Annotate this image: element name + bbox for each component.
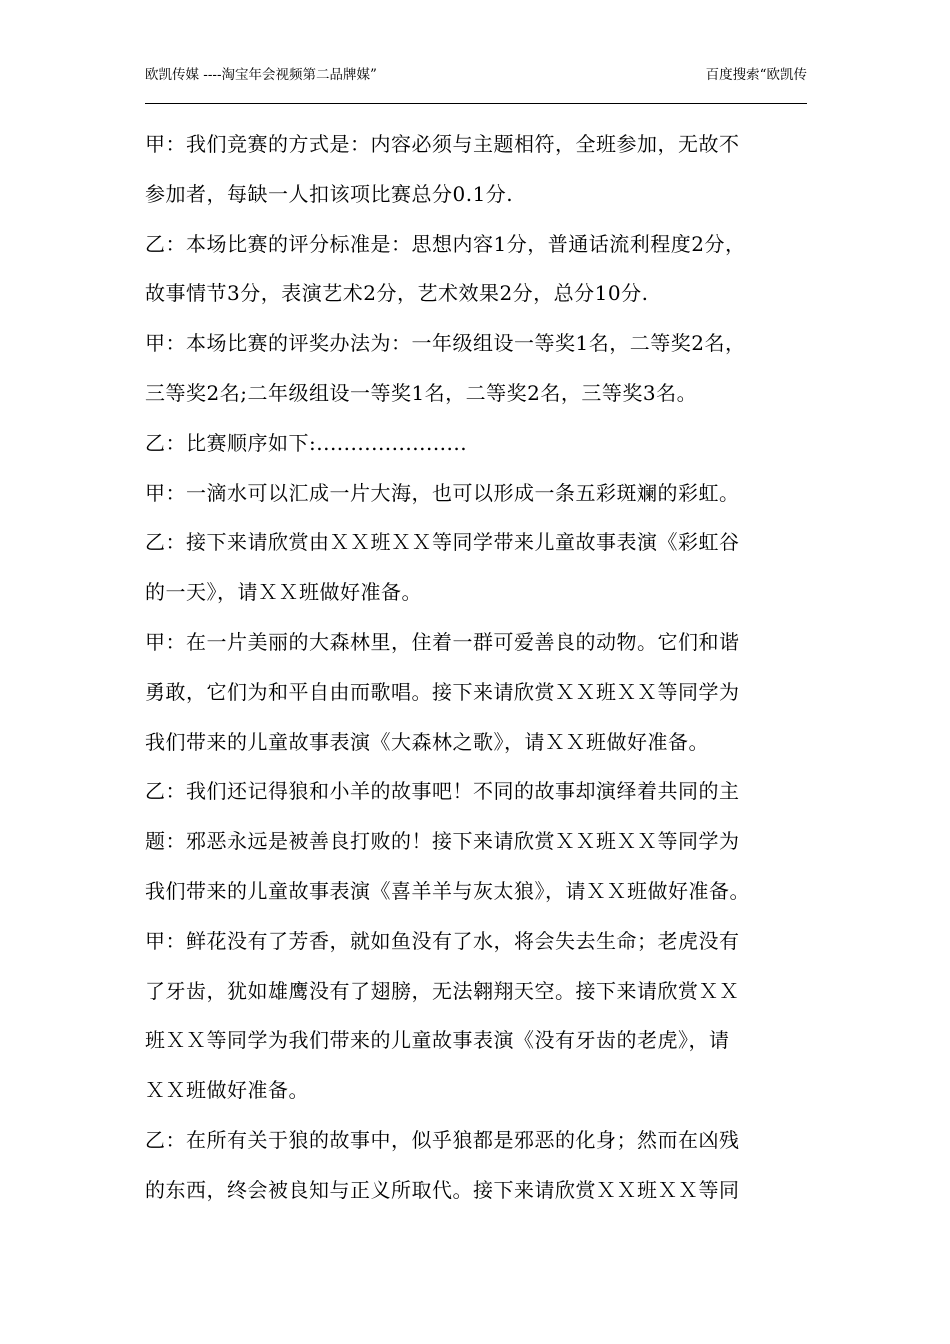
text-line: 的东西，终会被良知与正义所取代。接下来请欣赏ＸＸ班ＸＸ等同: [145, 1177, 740, 1202]
text-line: 的一天》，请ＸＸ班做好准备。: [145, 580, 422, 605]
text-line: 乙：在所有关于狼的故事中，似乎狼都是邪恶的化身；然而在凶残: [145, 1127, 740, 1152]
text-line: 甲：在一片美丽的大森林里，住着一群可爱善良的动物。它们和谐: [145, 629, 740, 654]
header-right-text: 百度搜索“欧凯传: [705, 67, 807, 83]
text-line: 题：邪恶永远是被善良打败的！接下来请欣赏ＸＸ班ＸＸ等同学为: [145, 829, 740, 854]
text-line: 乙：接下来请欣赏由ＸＸ班ＸＸ等同学带来儿童故事表演《彩虹谷: [145, 530, 740, 555]
text-line: 甲：一滴水可以汇成一片大海，也可以形成一条五彩斑斓的彩虹。: [145, 480, 740, 505]
text-line: ＸＸ班做好准备。: [145, 1078, 309, 1103]
text-line: 我们带来的儿童故事表演《大森林之歌》，请ＸＸ班做好准备。: [145, 729, 709, 754]
text-line: 甲：我们竞赛的方式是：内容必须与主题相符，全班参加，无故不: [145, 132, 740, 156]
header-left-text: 欧凯传媒 ----淘宝年会视频第二品牌媒”: [145, 67, 377, 83]
text-line: 勇敢，它们为和平自由而歌唱。接下来请欣赏ＸＸ班ＸＸ等同学为: [145, 679, 740, 704]
text-line: 乙：本场比赛的评分标准是：思想内容1分，普通话流利程度2分，: [145, 231, 746, 256]
text-line: 甲：本场比赛的评奖办法为：一年级组设一等奖1名，二等奖2名，: [145, 331, 746, 356]
text-line: 乙：我们还记得狼和小羊的故事吧！不同的故事却演绎着共同的主: [145, 779, 740, 804]
text-line: 乙：比赛顺序如下:......................: [145, 430, 468, 455]
text-line: 了牙齿，犹如雄鹰没有了翅膀，无法翱翔天空。接下来请欣赏ＸＸ: [145, 978, 740, 1003]
page-header: [145, 67, 807, 104]
text-line: 甲：鲜花没有了芳香，就如鱼没有了水，将会失去生命；老虎没有: [145, 928, 740, 953]
text-line: 班ＸＸ等同学为我们带来的儿童故事表演《没有牙齿的老虎》，请: [145, 1028, 730, 1053]
document-body: [145, 120, 810, 1216]
text-line: 故事情节3分，表演艺术2分，艺术效果2分，总分10分.: [145, 281, 649, 306]
text-line: 三等奖2名;二年级组设一等奖1名，二等奖2名，三等奖3名。: [145, 380, 698, 405]
text-line: 我们带来的儿童故事表演《喜羊羊与灰太狼》，请ＸＸ班做好准备。: [145, 878, 750, 903]
text-line: 参加者，每缺一人扣该项比赛总分0.1分.: [145, 181, 514, 206]
